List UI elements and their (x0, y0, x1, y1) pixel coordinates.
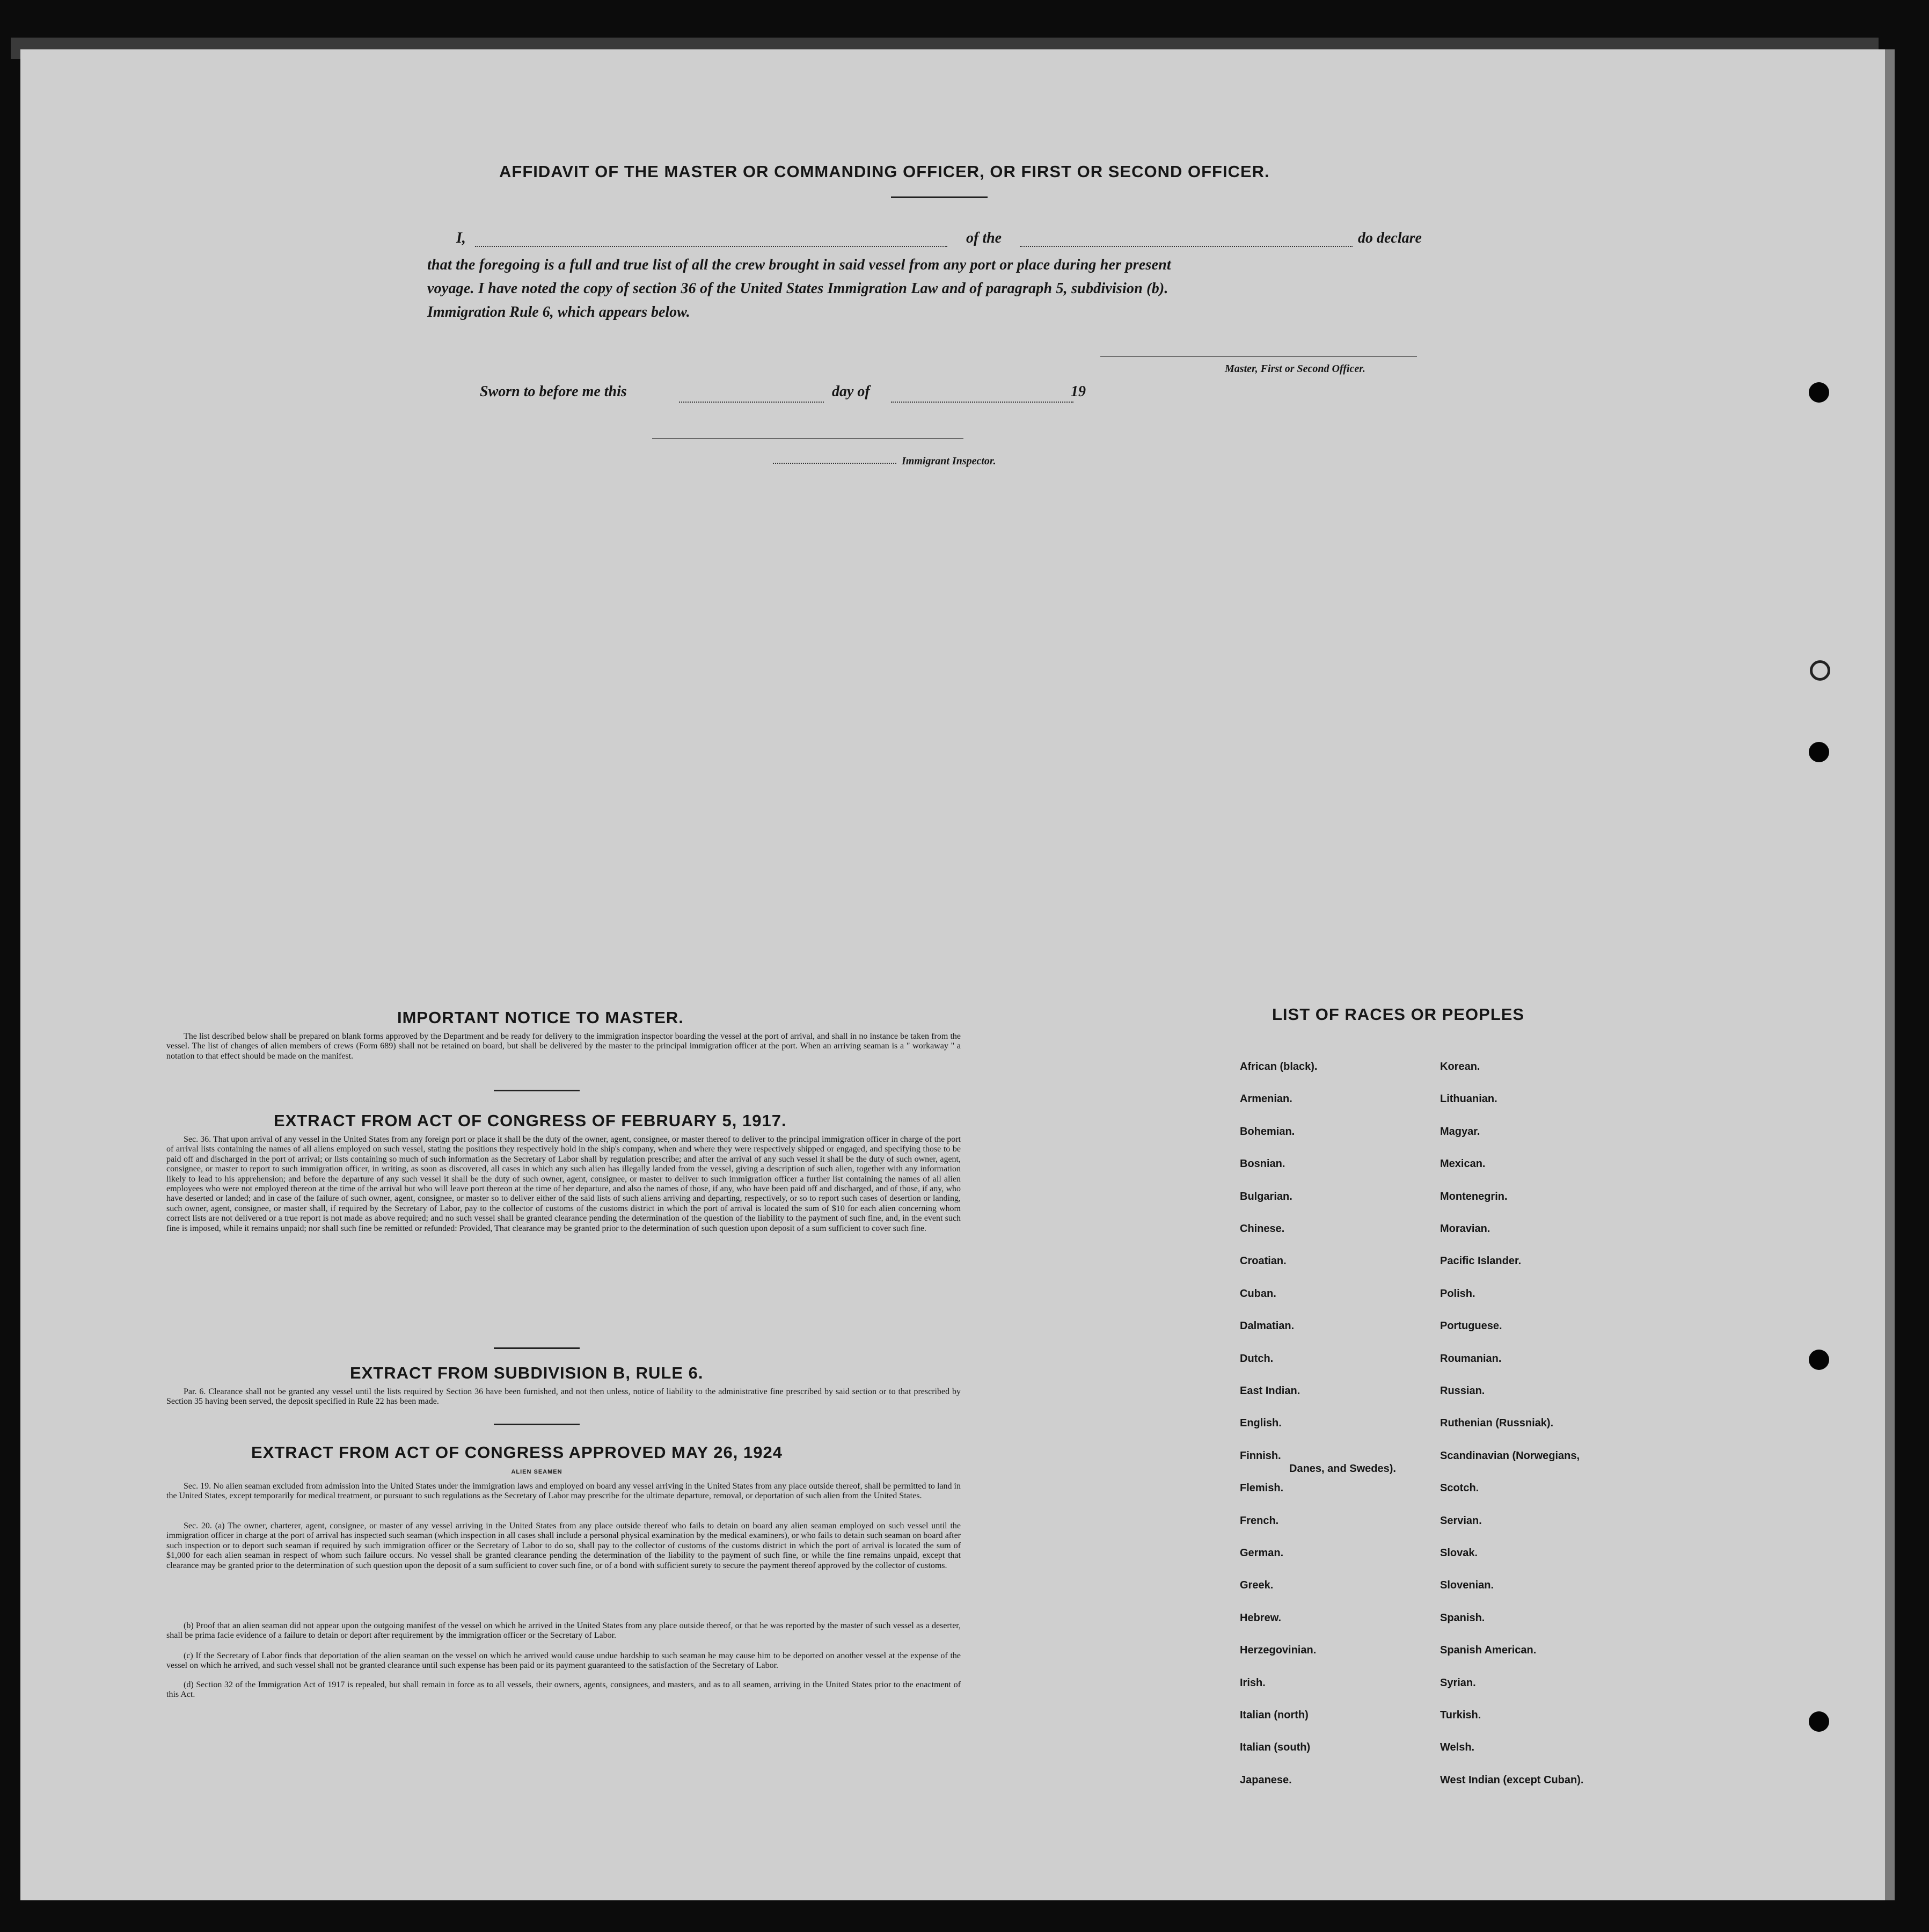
notice-text: The list described below shall be prepared on blank forms approved by the Department and be ready for delivery to the immigration inspector boarding the vessel at the port of arrival, and shall in no instance be taken from the vessel. The list of changes of alien members of crews (Form 689) shall not be retained on board, but shall be delivered by the master to the principal immigration officer at the port. When an arriving seaman is a " workaway " a notation to that effect should be made on the manifest. (166, 1032, 961, 1061)
race-item: West Indian (except Cuban). (1440, 1774, 1584, 1786)
race-item: Servian. (1440, 1514, 1482, 1527)
inspector-signature-field[interactable] (652, 438, 963, 439)
affidavit-of-the: of the (966, 230, 1002, 246)
race-item: Roumanian. (1440, 1352, 1502, 1365)
day-of-label: day of (832, 383, 870, 400)
race-item: Pacific Islander. (1440, 1255, 1522, 1267)
race-item: Flemish. (1240, 1482, 1284, 1494)
extract-1917-text: Sec. 36. That upon arrival of any vessel in the United States from any foreign port or place it shall be the duty of the owner, agent, consignee, or master thereof to deliver to the principal immigration officer in charge of the port of arrival lists containing the names of all aliens employed on such vessel, stating the positions they respectively hold in the ship's company, when and where they were respectively shipped or engaged, and specifying those to be paid off and discharged in the port of arrival; or lists containing so much of such information as the Secretary of Labor shall by regulation prescribe; and after the arrival of any such vessel it shall be the duty of such owner, agent, consignee, or master to report to such immigration officer, in writing, as soon as discovered, all cases in which any such alien has illegally landed from the vessel, giving a description of such alien, together with any information likely to lead to his apprehension; and before the departure of any such vessel it shall be the duty of such owner, agent, consignee, or master to deliver to such immigration officer a further list containing the names of all alien employees who were not employed thereon at the time of the arrival but who will leave port thereon at the time of her departure, and also the names of those, if any, who have been paid off and discharged, and of those, if any, who have deserted or landed; and in case of the failure of such owner, agent, consignee, or master so to deliver either of the said lists of such aliens arriving and departing, respectively, or so to report such cases of desertion or landing, such owner, agent, consignee, or master shall, if required by the Secretary of Labor, pay to the collector of customs of the customs district in which the port of arrival is located the sum of $10 for each alien concerning whom correct lists are not delivered or a true report is not made as above required; and no such vessel shall be granted clearance pending the determination of the question of the liability to the payment of such fine, and, in the event such fine is imposed, while it remains unpaid; nor shall such fine be remitted or refunded: Provided, That clearance may be granted prior to the determination of such question upon deposit of a sum sufficient to cover such fine. (166, 1135, 961, 1233)
race-item: East Indian. (1240, 1385, 1300, 1397)
race-item: Slovak. (1440, 1547, 1478, 1559)
extract-1924-sec20a: Sec. 20. (a) The owner, charterer, agent, consignee, or master of any vessel arriving in the United States from any place outside thereof who fails to detain on board any alien seaman employed on such vessel until the immigration officer in charge at the port of arrival has inspected such seaman (which inspection in all cases shall include a personal physical examination by the medical examiners), or who fails to detain such seaman on board after such inspection or to deport such seaman if required by such immigration officer or the Secretary of Labor to do so, shall pay to the collector of customs of the customs district in which the port of arrival is located the sum of $1,000 for each alien seaman in respect of whom such failure occurs. No vessel shall be granted clearance pending the determination of the liability to the payment of such fine, or while the fine remains unpaid, except that clearance may be granted prior to the determination of such question upon the deposit of a sum sufficient to cover such fine, or of a bond with sufficient surety to secure the payment thereof approved by the collector of customs. (166, 1521, 961, 1570)
race-item: Hebrew. (1240, 1612, 1282, 1624)
extract-1924-sec19: Sec. 19. No alien seaman excluded from admission into the United States under the immigration laws and employed on board any vessel arriving in the United States from any place outside thereof, shall be permitted to land in the United States, except temporarily for medical treatment, or pursuant to such regulations as the Secretary of Labor may prescribe for the ultimate departure, removal, or deportation of such alien from the United States. (166, 1482, 961, 1501)
race-item: Portuguese. (1440, 1320, 1502, 1332)
binder-hole (1809, 1711, 1829, 1732)
race-item: Bosnian. (1240, 1158, 1285, 1170)
race-item: Dalmatian. (1240, 1320, 1295, 1332)
inspector-label: Immigrant Inspector. (902, 455, 996, 467)
races-title: LIST OF RACES OR PEOPLES (1272, 1005, 1525, 1024)
race-item: French. (1240, 1514, 1279, 1527)
race-item: Slovenian. (1440, 1579, 1494, 1592)
sworn-label: Sworn to before me this (480, 383, 627, 400)
rule-6-title: EXTRACT FROM SUBDIVISION B, RULE 6. (350, 1364, 704, 1382)
race-item: English. (1240, 1417, 1282, 1430)
extract-1917-rule (494, 1347, 580, 1349)
race-item: Italian (north) (1240, 1709, 1309, 1721)
race-item: Greek. (1240, 1579, 1274, 1592)
race-item: German. (1240, 1547, 1284, 1559)
race-item: Ruthenian (Russniak). (1440, 1417, 1554, 1430)
extract-1924-title: EXTRACT FROM ACT OF CONGRESS APPROVED MAY 26, 1924 (251, 1443, 783, 1462)
notice-rule (494, 1090, 580, 1091)
race-item: Dutch. (1240, 1352, 1274, 1365)
race-item: Scandinavian (Norwegians, (1440, 1449, 1580, 1462)
race-item: Welsh. (1440, 1741, 1475, 1754)
race-item: Moravian. (1440, 1223, 1490, 1235)
race-item: Korean. (1440, 1061, 1480, 1073)
race-item: Italian (south) (1240, 1741, 1311, 1754)
master-signature-field[interactable] (1100, 356, 1417, 357)
race-item: Danes, and Swedes). (1289, 1462, 1396, 1475)
race-item: Turkish. (1440, 1709, 1481, 1721)
race-item: Croatian. (1240, 1255, 1287, 1267)
year-label: 19 (1071, 383, 1086, 400)
race-item: Japanese. (1240, 1774, 1292, 1786)
race-item: Finnish. (1240, 1449, 1281, 1462)
affidavit-do-declare: do declare (1358, 230, 1422, 246)
race-item: Mexican. (1440, 1158, 1486, 1170)
notice-title: IMPORTANT NOTICE TO MASTER. (397, 1008, 684, 1027)
race-item: Syrian. (1440, 1676, 1476, 1689)
sworn-month-field[interactable] (891, 402, 1073, 403)
sworn-day-field[interactable] (679, 402, 824, 403)
race-item: Herzegovinian. (1240, 1644, 1317, 1657)
alien-seamen-subtitle: ALIEN SEAMEN (511, 1469, 562, 1475)
race-item: African (black). (1240, 1061, 1318, 1073)
master-signature-label: Master, First or Second Officer. (1225, 363, 1365, 375)
rule-6-rule (494, 1424, 580, 1425)
binder-hole (1809, 1350, 1829, 1370)
race-item: Magyar. (1440, 1125, 1480, 1138)
affidavit-title: AFFIDAVIT OF THE MASTER OR COMMANDING OFFICER, OR FIRST OR SECOND OFFICER. (499, 162, 1270, 181)
affidavit-title-rule (891, 196, 988, 198)
race-item: Irish. (1240, 1676, 1266, 1689)
extract-1924-sec20c: (c) If the Secretary of Labor finds that deportation of the alien seaman on the vessel on which he arrived would cause undue hardship to such seaman he may cause him to be deported on another vessel at the expense of the vessel on which he arrived, and such vessel shall not be granted clearance until such expense has been paid or its payment guaranteed to the satisfaction of the Secretary of Labor. (166, 1651, 961, 1671)
race-item: Cuban. (1240, 1287, 1276, 1300)
race-item: Chinese. (1240, 1223, 1285, 1235)
binder-hole (1810, 660, 1830, 681)
extract-1924-sec20d: (d) Section 32 of the Immigration Act of 1917 is repealed, but shall remain in force as to all vessels, their owners, agents, consignees, and masters, and as to all seamen, arriving in the United States prior to the enactment of this Act. (166, 1680, 961, 1700)
affidavit-line-2: that the foregoing is a full and true list of all the crew brought in said vessel from any port or place during her present (427, 257, 1171, 273)
rule-6-text: Par. 6. Clearance shall not be granted any vessel until the lists required by Section 36 have been furnished, and not then unless, notice of liability to the administrative fine prescribed by said section or to that prescribed by Section 35 having been served, the deposit specified in Rule 22 has been made. (166, 1387, 961, 1406)
race-item: Bohemian. (1240, 1125, 1295, 1138)
binder-hole (1809, 382, 1829, 403)
race-item: Polish. (1440, 1287, 1475, 1300)
race-item: Lithuanian. (1440, 1093, 1497, 1105)
name-field[interactable] (475, 246, 947, 247)
race-item: Spanish. (1440, 1612, 1485, 1624)
extract-1924-sec20b: (b) Proof that an alien seaman did not appear upon the outgoing manifest of the vessel on which he arrived in the United States from any place outside thereof, or that he was reported by the master of such vessel as a deserter, shall be prima facie evidence of a failure to detain or deport after requirement by the immigration officer or the Secretary of Labor. (166, 1621, 961, 1641)
race-item: Bulgarian. (1240, 1190, 1292, 1202)
inspector-signature-field-2[interactable] (773, 463, 896, 464)
race-item: Montenegrin. (1440, 1190, 1508, 1202)
affidavit-i: I, (456, 230, 466, 246)
binder-hole (1809, 742, 1829, 762)
race-item: Spanish American. (1440, 1644, 1537, 1657)
race-item: Russian. (1440, 1385, 1485, 1397)
affidavit-line-4: Immigration Rule 6, which appears below. (427, 304, 690, 320)
race-item: Scotch. (1440, 1482, 1479, 1494)
vessel-field[interactable] (1020, 246, 1353, 247)
race-item: Armenian. (1240, 1093, 1292, 1105)
extract-1917-title: EXTRACT FROM ACT OF CONGRESS OF FEBRUARY 5, 1917. (274, 1111, 787, 1130)
affidavit-line-3: voyage. I have noted the copy of section 36 of the United States Immigration Law and of paragraph 5, subdivision (b). (427, 280, 1168, 297)
